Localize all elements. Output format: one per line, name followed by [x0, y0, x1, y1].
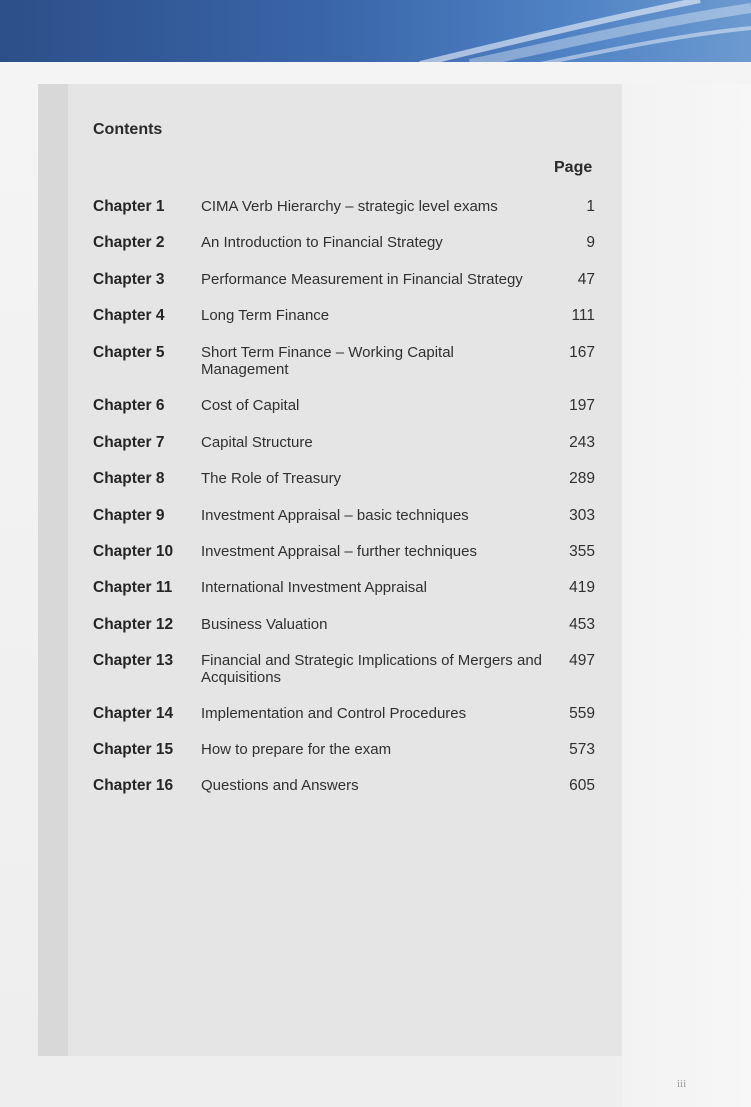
contents-heading: Contents — [93, 121, 163, 138]
chapter-label: Chapter 15 — [93, 741, 174, 758]
chapter-page: 573 — [569, 741, 595, 758]
chapter-page: 419 — [569, 579, 595, 596]
chapter-label: Chapter 14 — [93, 705, 174, 722]
chapter-page: 303 — [569, 507, 595, 524]
chapter-title: International Investment Appraisal — [201, 579, 427, 596]
chapter-label: Chapter 10 — [93, 543, 174, 560]
chapter-label: Chapter 8 — [93, 470, 165, 487]
toc-row[interactable] — [0, 652, 751, 692]
chapter-page: 111 — [571, 307, 595, 324]
page-column-label: Page — [554, 159, 593, 176]
chapter-label: Chapter 1 — [93, 198, 165, 215]
chapter-label: Chapter 9 — [93, 507, 165, 524]
chapter-page: 355 — [569, 543, 595, 560]
page-number-folio: iii — [677, 1078, 687, 1090]
chapter-page: 559 — [569, 705, 595, 722]
chapter-label: Chapter 11 — [93, 579, 173, 596]
toc-row[interactable] — [0, 198, 751, 238]
toc-row[interactable] — [0, 234, 751, 274]
toc-row[interactable] — [0, 397, 751, 437]
chapter-title: Questions and Answers — [201, 777, 359, 794]
chapter-title: Capital Structure — [201, 434, 313, 451]
banner-swoosh-graphic — [0, 0, 751, 64]
chapter-page: 167 — [569, 344, 595, 361]
toc-row[interactable] — [0, 507, 751, 547]
chapter-label: Chapter 16 — [93, 777, 174, 794]
top-banner — [0, 0, 751, 64]
chapter-label: Chapter 7 — [93, 434, 165, 451]
toc-row[interactable] — [0, 271, 751, 311]
chapter-page: 289 — [569, 470, 595, 487]
chapter-title: The Role of Treasury — [201, 470, 342, 487]
chapter-title: Investment Appraisal – further techniques — [201, 543, 477, 560]
toc-row[interactable] — [0, 616, 751, 656]
toc-row[interactable] — [0, 579, 751, 619]
toc-row[interactable] — [0, 741, 751, 781]
chapter-page: 197 — [569, 397, 595, 414]
chapter-title: How to prepare for the exam — [201, 741, 392, 758]
chapter-title: Business Valuation — [201, 616, 328, 633]
chapter-page: 9 — [586, 234, 595, 251]
chapter-title: An Introduction to Financial Strategy — [201, 234, 443, 251]
chapter-label: Chapter 6 — [93, 397, 165, 414]
toc-row[interactable] — [0, 434, 751, 474]
chapter-page: 453 — [569, 616, 595, 633]
chapter-page: 243 — [569, 434, 595, 451]
chapter-page: 605 — [569, 777, 595, 794]
toc-row[interactable] — [0, 705, 751, 745]
chapter-title: Implementation and Control Procedures — [201, 705, 467, 722]
chapter-title: Performance Measurement in Financial Strategy — [201, 271, 523, 288]
chapter-title: Long Term Finance — [201, 307, 330, 324]
chapter-page: 497 — [569, 652, 595, 669]
chapter-title: Cost of Capital — [201, 397, 300, 414]
chapter-label: Chapter 4 — [93, 307, 165, 324]
toc-row[interactable] — [0, 344, 751, 384]
toc-row[interactable] — [0, 307, 751, 347]
chapter-label: Chapter 12 — [93, 616, 174, 633]
toc-row[interactable] — [0, 543, 751, 583]
chapter-title: Short Term Finance – Working Capital Management — [201, 344, 454, 378]
toc-row[interactable] — [0, 470, 751, 510]
chapter-page: 1 — [586, 198, 595, 215]
toc-row[interactable] — [0, 777, 751, 817]
chapter-title: Financial and Strategic Implications of Mergers and Acquisitions — [201, 652, 543, 686]
chapter-label: Chapter 3 — [93, 271, 165, 288]
chapter-title: CIMA Verb Hierarchy – strategic level exams — [201, 198, 498, 215]
chapter-label: Chapter 13 — [93, 652, 174, 669]
chapter-page: 47 — [577, 271, 595, 288]
chapter-title: Investment Appraisal – basic techniques — [201, 507, 469, 524]
chapter-label: Chapter 5 — [93, 344, 165, 361]
chapter-label: Chapter 2 — [93, 234, 165, 251]
